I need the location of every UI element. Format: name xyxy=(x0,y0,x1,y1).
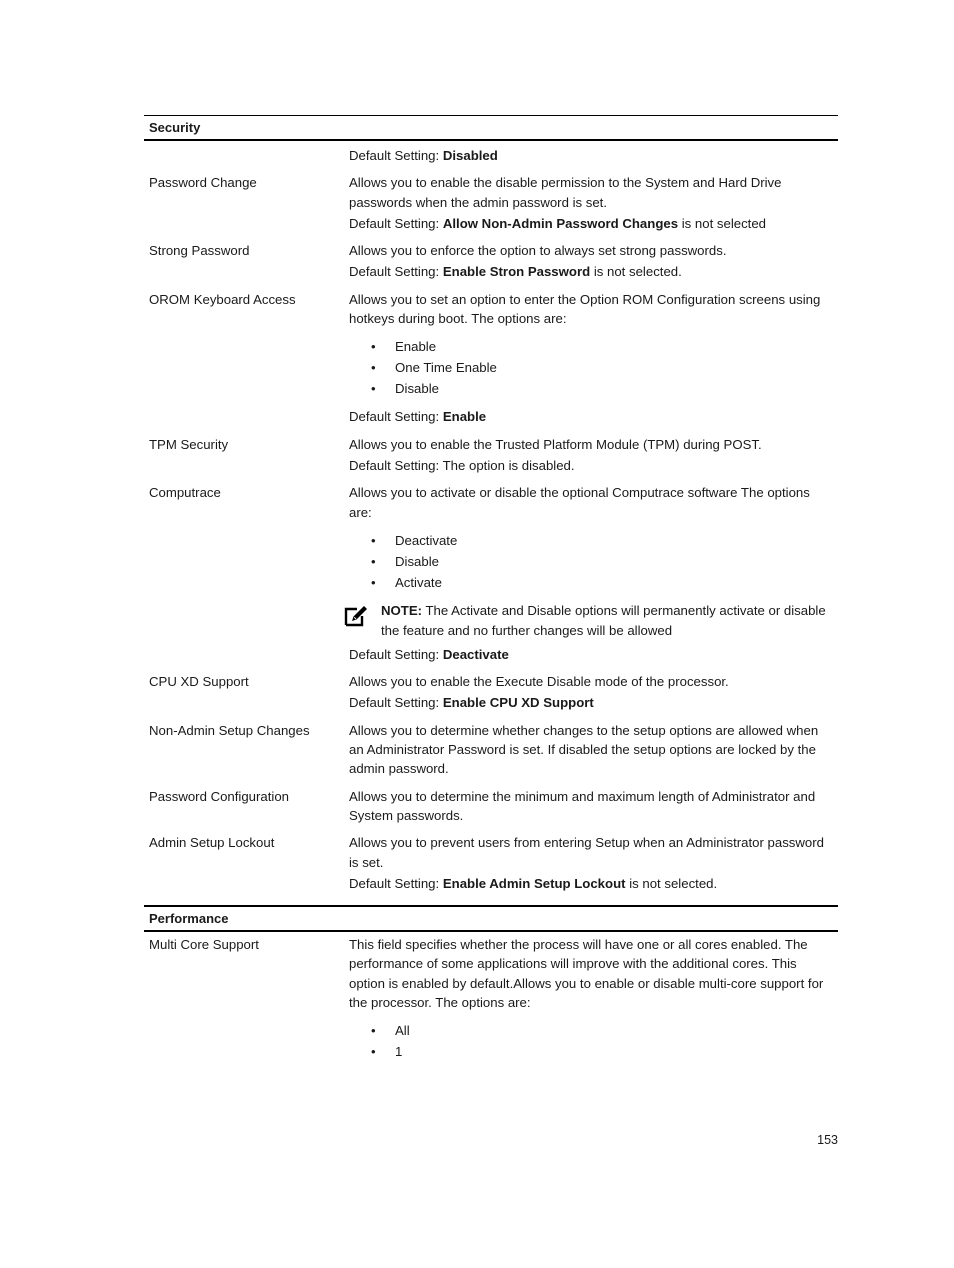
section-header-performance xyxy=(144,907,838,932)
row-label: CPU XD Support xyxy=(149,674,249,690)
table-row xyxy=(144,290,838,427)
default-setting: Default Setting: Enable xyxy=(349,409,487,425)
table-row xyxy=(144,721,838,779)
list-item: • Activate xyxy=(371,572,832,593)
row-label: Password Change xyxy=(149,175,257,191)
row-description: Allows you to enable the disable permission to the System and Hard Drive passwords when the admin password is set. xyxy=(349,175,782,210)
table-row xyxy=(144,833,838,893)
list-item: • Enable xyxy=(371,336,832,357)
section-title: Performance xyxy=(149,911,229,927)
note-label: NOTE: xyxy=(381,602,423,618)
row-description: Allows you to determine whether changes to the setup options are allowed when an Administrator Password is set. If disabled the setup options are locked by the admin password. xyxy=(349,722,819,777)
default-setting: Default Setting: Enable Stron Password is not selected. xyxy=(349,264,682,280)
default-setting: Default Setting: Allow Non-Admin Password Changes is not selected xyxy=(349,215,767,231)
page-number: 153 xyxy=(817,1133,838,1147)
note-text: The Activate and Disable options will permanently activate or disable the feature and no further changes will be allowed xyxy=(381,602,826,638)
default-setting: Default Setting: The option is disabled. xyxy=(349,457,575,473)
table-row xyxy=(144,173,838,233)
row-description: Allows you to activate or disable the optional Computrace software The options are: xyxy=(349,485,810,520)
row-description: Allows you to determine the minimum and maximum length of Administrator and System passwords. xyxy=(349,788,816,823)
default-setting: Default Setting: Deactivate xyxy=(349,646,509,662)
list-item: • 1 xyxy=(371,1041,832,1062)
row-description: Allows you to enable the Trusted Platform Module (TPM) during POST. xyxy=(349,436,762,452)
list-item: • One Time Enable xyxy=(371,357,832,378)
default-setting: Default Setting: Disabled xyxy=(349,148,498,163)
document-page xyxy=(144,115,838,1070)
row-description: Allows you to set an option to enter the Option ROM Configuration screens using hotkeys during boot. The options are: xyxy=(349,291,821,327)
options-list xyxy=(349,530,832,593)
row-label: Computrace xyxy=(149,485,221,501)
row-label: Multi Core Support xyxy=(149,937,259,953)
section-header-security xyxy=(144,115,838,141)
row-description: Allows you to enforce the option to always set strong passwords. xyxy=(349,243,727,259)
row-description: This field specifies whether the process will have one or all cores enabled. The performance of some applications will improve with the additional cores. This option is enabled by default.Allows you to enable or disable multi-core support for the processor. The options are: xyxy=(349,937,824,1011)
default-setting: Default Setting: Enable CPU XD Support xyxy=(349,695,594,711)
options-list xyxy=(349,1020,832,1062)
row-description: Allows you to prevent users from entering Setup when an Administrator password is set. xyxy=(349,835,824,870)
row-description: Allows you to enable the Execute Disable mode of the processor. xyxy=(349,674,729,690)
default-setting: Default Setting: Enable Admin Setup Lockout is not selected. xyxy=(349,875,718,891)
list-item: • Disable xyxy=(371,378,832,399)
list-item: • All xyxy=(371,1020,832,1041)
table-row xyxy=(144,787,838,826)
options-list xyxy=(349,336,832,399)
note-box xyxy=(343,601,832,641)
section-title: Security xyxy=(149,120,201,135)
row-label: TPM Security xyxy=(149,436,229,452)
pencil-note-icon xyxy=(343,603,369,629)
table-row xyxy=(144,146,838,165)
row-label: Non-Admin Setup Changes xyxy=(149,722,310,738)
list-item: • Disable xyxy=(371,551,832,572)
table-row xyxy=(144,672,838,713)
table-row xyxy=(144,935,838,1070)
table-row xyxy=(144,435,838,476)
table-row xyxy=(144,483,838,664)
list-item: • Deactivate xyxy=(371,530,832,551)
row-label: Strong Password xyxy=(149,243,250,259)
row-label: Password Configuration xyxy=(149,788,290,804)
row-label: OROM Keyboard Access xyxy=(149,291,296,307)
table-row xyxy=(144,241,838,282)
row-label: Admin Setup Lockout xyxy=(149,835,275,851)
